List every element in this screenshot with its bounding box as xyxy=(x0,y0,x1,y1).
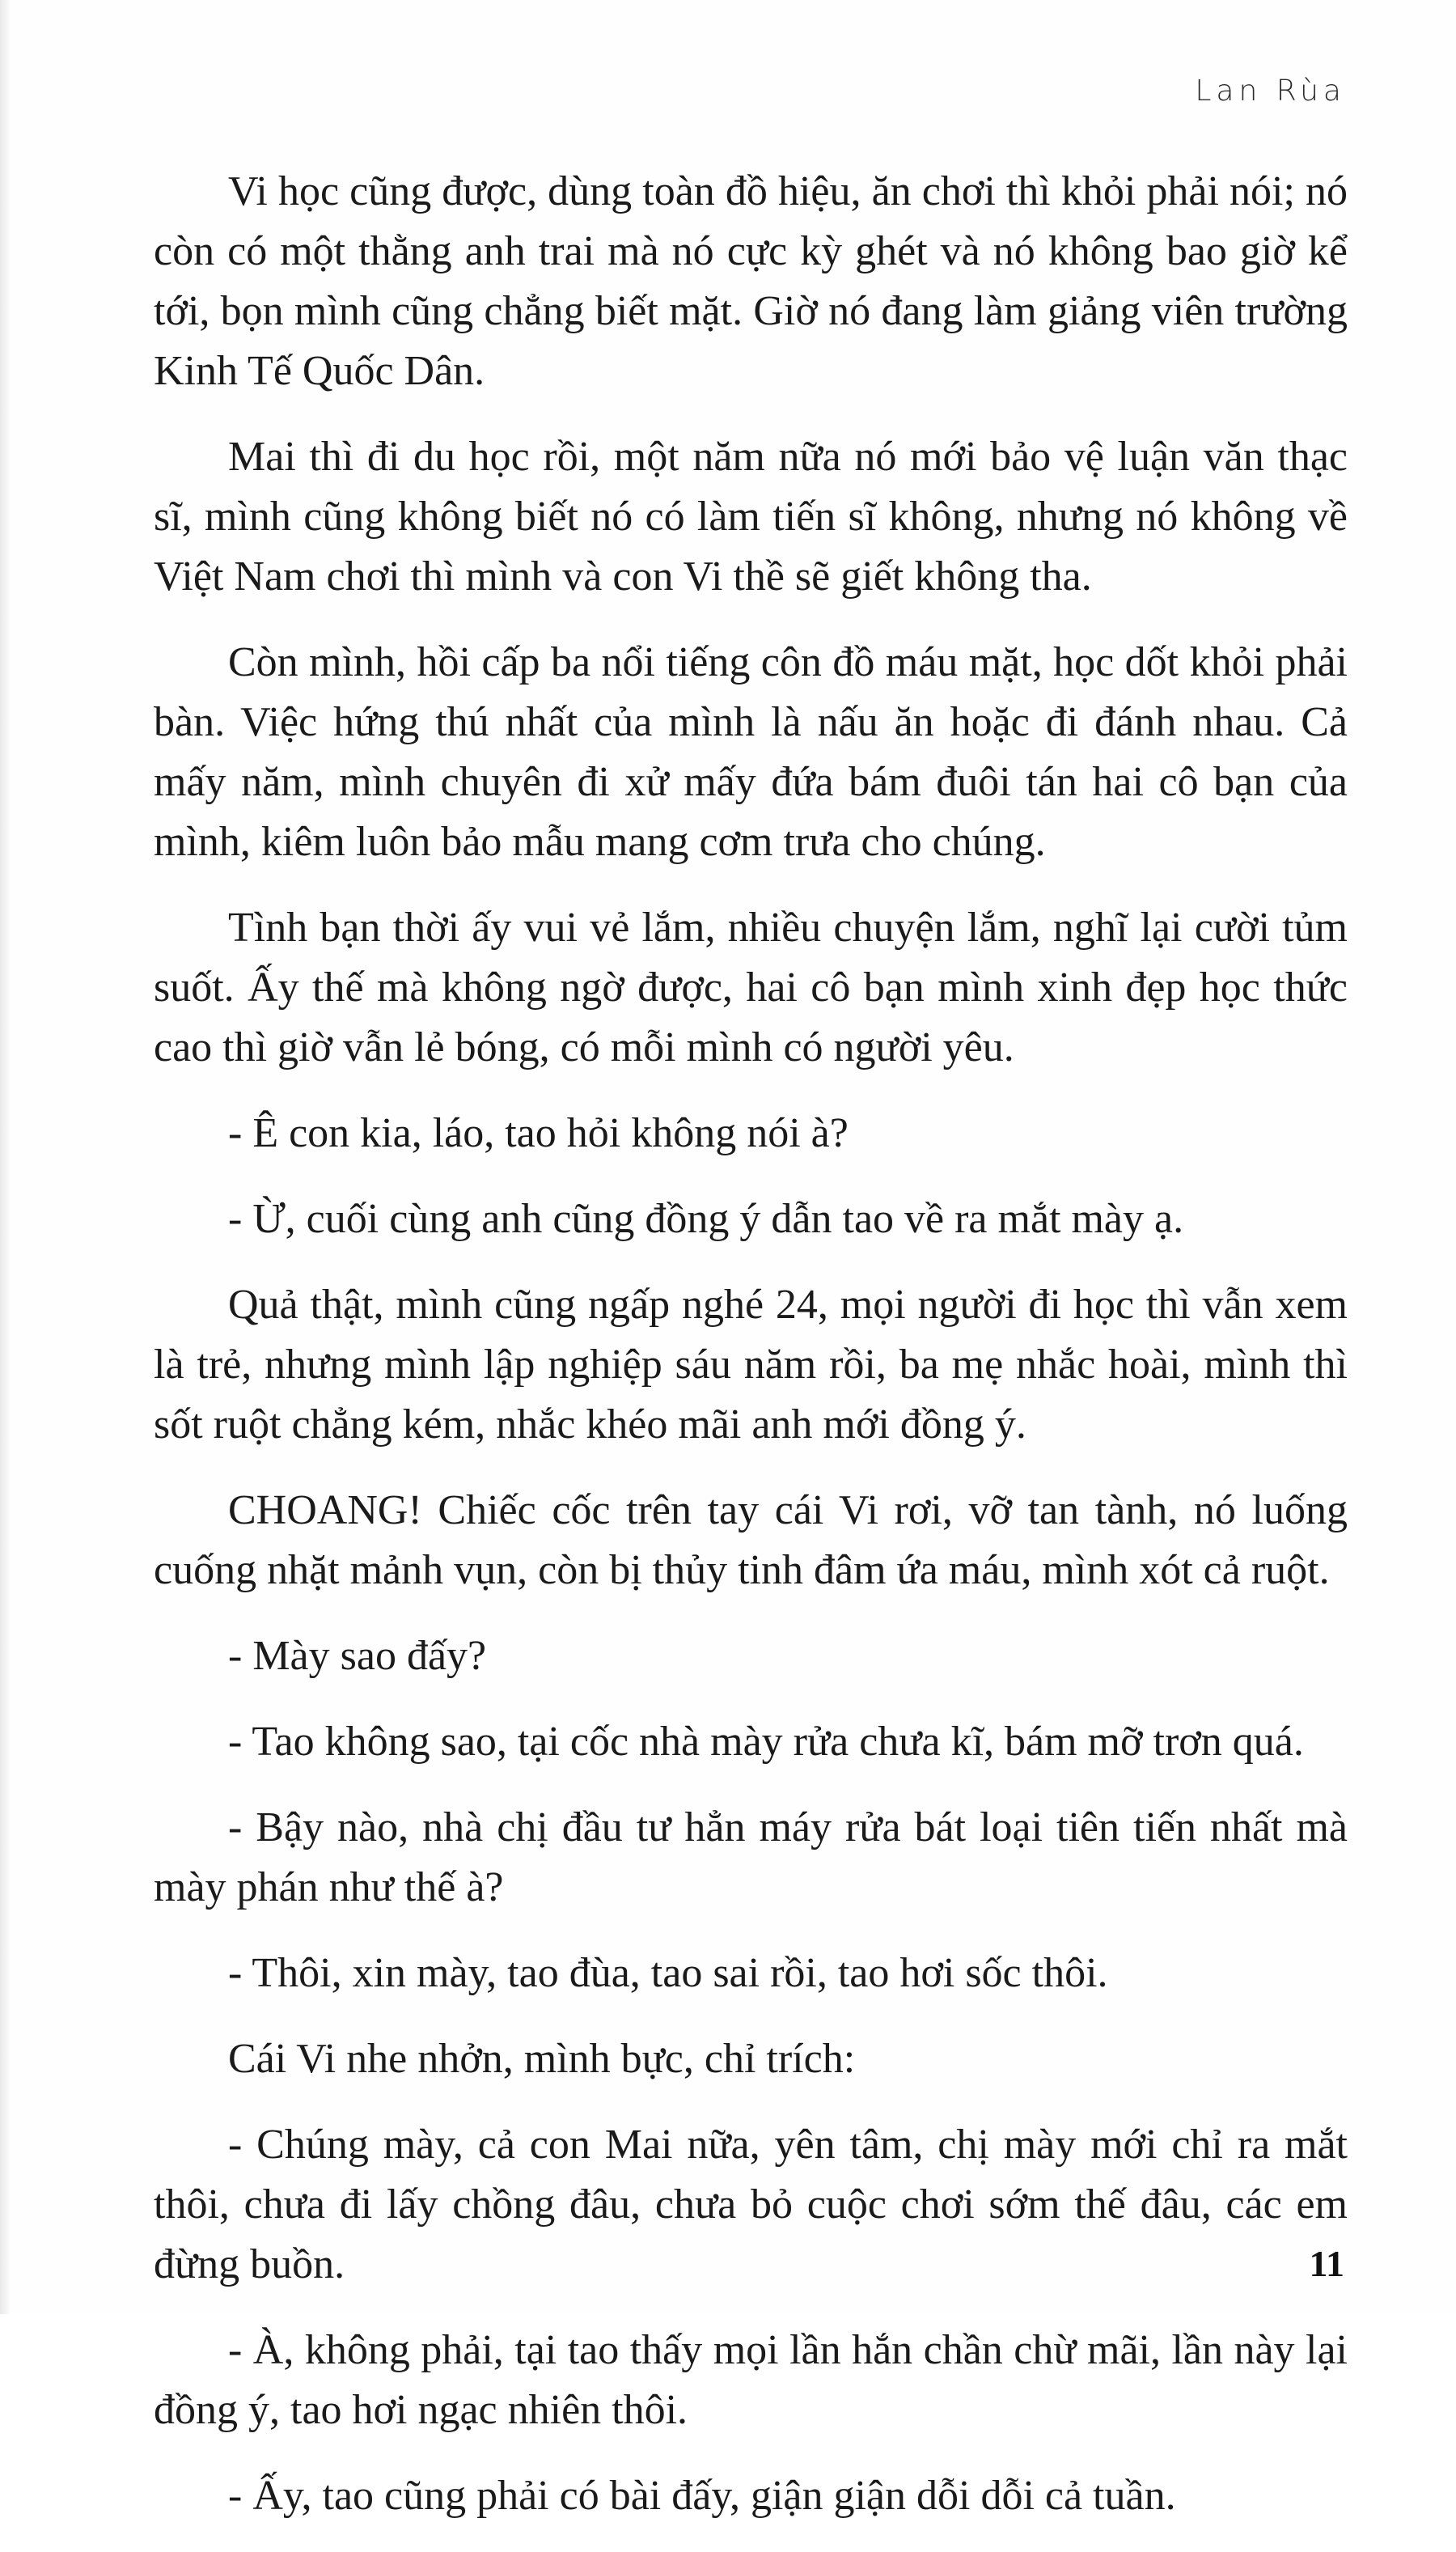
paragraph: Quả thật, mình cũng ngấp nghé 24, mọi người đi học thì vẫn xem là trẻ, nhưng mình lập nghiệp sáu năm rồi, ba mẹ nhắc hoài, mình thì sốt ruột chẳng kém, nhắc khéo mãi anh mới đồng ý. xyxy=(154,1282,1348,1448)
paragraph: Cái Vi nhe nhởn, mình bực, chỉ trích: xyxy=(228,2036,856,2082)
dialogue-line: - Ấy, tao cũng phải có bài đấy, giận giận dỗi dỗi cả tuần. xyxy=(228,2473,1176,2519)
dialogue-line: - Tao không sao, tại cốc nhà mày rửa chưa kĩ, bám mỡ trơn quá. xyxy=(228,1719,1304,1765)
page-number: 11 xyxy=(1309,2243,1344,2284)
running-header-title: Lan Rùa xyxy=(1195,74,1346,108)
dialogue-line: - Bậy nào, nhà chị đầu tư hẳn máy rửa bát loại tiên tiến nhất mà mày phán như thế à? xyxy=(154,1804,1348,1910)
dialogue-line: - Ừ, cuối cùng anh cũng đồng ý dẫn tao về ra mắt mày ạ. xyxy=(228,1196,1184,1242)
dialogue-line: - Ê con kia, láo, tao hỏi không nói à? xyxy=(228,1110,849,1156)
paragraph: Mai thì đi du học rồi, một năm nữa nó mới bảo vệ luận văn thạc sĩ, mình cũng không biết nó có làm tiến sĩ không, nhưng nó không về Việt Nam chơi thì mình và con Vi thề sẽ giết không tha. xyxy=(154,434,1348,600)
paragraph: Tình bạn thời ấy vui vẻ lắm, nhiều chuyện lắm, nghĩ lại cười tủm suốt. Ấy thế mà không ngờ được, hai cô bạn mình xinh đẹp học thức cao thì giờ vẫn lẻ bóng, có mỗi mình có người yêu. xyxy=(154,905,1348,1070)
dialogue-line: - À, không phải, tại tao thấy mọi lần hắn chần chừ mãi, lần này lại đồng ý, tao hơi ngạc nhiên thôi. xyxy=(154,2327,1348,2433)
paragraph: Vi học cũng được, dùng toàn đồ hiệu, ăn chơi thì khỏi phải nói; nó còn có một thằng anh trai mà nó cực kỳ ghét và nó không bao giờ kể tới, bọn mình cũng chẳng biết mặt. Giờ nó đang làm giảng viên trường Kinh Tế Quốc Dân. xyxy=(154,168,1348,394)
dialogue-line: - Thôi, xin mày, tao đùa, tao sai rồi, tao hơi sốc thôi. xyxy=(228,1950,1108,1996)
dialogue-line: - Mày sao đấy? xyxy=(228,1633,487,1679)
body-text xyxy=(154,162,1348,2552)
paragraph: Còn mình, hồi cấp ba nổi tiếng côn đồ máu mặt, học dốt khỏi phải bàn. Việc hứng thú nhất của mình là nấu ăn hoặc đi đánh nhau. Cả mấy năm, mình chuyên đi xử mấy đứa bám đuôi tán hai cô bạn của mình, kiêm luôn bảo mẫu mang cơm trưa cho chúng. xyxy=(154,639,1348,865)
dialogue-line: - Chúng mày, cả con Mai nữa, yên tâm, chị mày mới chỉ ra mắt thôi, chưa đi lấy chồng đâu, chưa bỏ cuộc chơi sớm thế đâu, các em đừng buồn. xyxy=(154,2122,1348,2287)
paragraph: CHOANG! Chiếc cốc trên tay cái Vi rơi, vỡ tan tành, nó luống cuống nhặt mảnh vụn, còn bị thủy tinh đâm ứa máu, mình xót cả ruột. xyxy=(154,1487,1348,1593)
page-edge-shadow xyxy=(0,0,11,2314)
